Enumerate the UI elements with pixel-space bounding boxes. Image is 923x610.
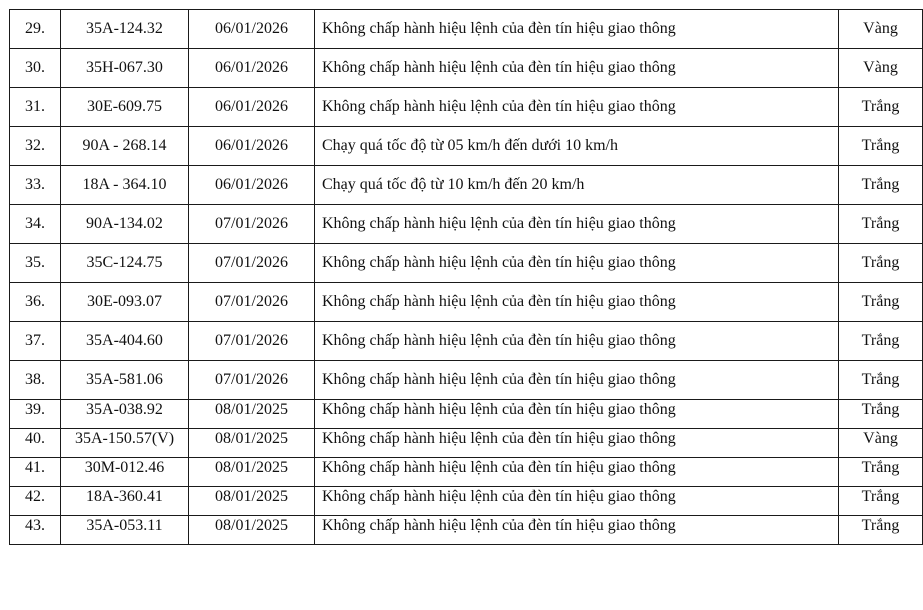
date-text: 07/01/2026 xyxy=(215,332,288,349)
license-plate-cell xyxy=(61,458,189,487)
violation-cell xyxy=(315,400,839,429)
table-row xyxy=(10,205,923,244)
plate-color-cell xyxy=(839,487,923,516)
violation-cell xyxy=(315,88,839,127)
table-row xyxy=(10,127,923,166)
violation-cell xyxy=(315,458,839,487)
date-text: 08/01/2025 xyxy=(215,517,288,534)
plate-color-text: Trắng xyxy=(861,459,900,476)
plate-color-cell xyxy=(839,49,923,88)
table-row xyxy=(10,361,923,400)
date-cell xyxy=(189,88,315,127)
license-plate-cell xyxy=(61,322,189,361)
table-row xyxy=(10,244,923,283)
row-number-text: 39. xyxy=(25,401,45,418)
row-number-cell xyxy=(10,10,61,49)
row-number-cell xyxy=(10,361,61,400)
license-plate-cell xyxy=(61,88,189,127)
row-number-cell xyxy=(10,127,61,166)
date-text: 06/01/2026 xyxy=(215,137,288,154)
violation-cell xyxy=(315,244,839,283)
license-plate-cell xyxy=(61,166,189,205)
violation-text: Không chấp hành hiệu lệnh của đèn tín hiệu giao thông xyxy=(322,401,676,418)
plate-color-text: Trắng xyxy=(861,215,900,232)
license-plate-cell xyxy=(61,487,189,516)
date-cell xyxy=(189,244,315,283)
row-number-cell xyxy=(10,458,61,487)
plate-color-cell xyxy=(839,244,923,283)
violations-table-body xyxy=(10,10,923,545)
plate-color-cell xyxy=(839,458,923,487)
table-row xyxy=(10,429,923,458)
violation-text: Không chấp hành hiệu lệnh của đèn tín hiệu giao thông xyxy=(322,20,676,37)
violation-text: Không chấp hành hiệu lệnh của đèn tín hiệu giao thông xyxy=(322,517,676,534)
plate-color-text: Vàng xyxy=(863,20,898,37)
date-cell xyxy=(189,205,315,244)
row-number-cell xyxy=(10,49,61,88)
violation-cell xyxy=(315,166,839,205)
plate-color-text: Trắng xyxy=(861,517,900,534)
row-number-cell xyxy=(10,283,61,322)
plate-color-text: Vàng xyxy=(863,59,898,76)
date-cell xyxy=(189,10,315,49)
table-row xyxy=(10,49,923,88)
violation-cell xyxy=(315,10,839,49)
plate-color-text: Trắng xyxy=(861,371,900,388)
license-plate-text: 35A-038.92 xyxy=(86,401,163,418)
date-text: 08/01/2025 xyxy=(215,488,288,505)
license-plate-text: 35A-124.32 xyxy=(86,20,163,37)
date-cell xyxy=(189,516,315,545)
violation-text: Không chấp hành hiệu lệnh của đèn tín hiệu giao thông xyxy=(322,254,676,271)
license-plate-text: 30E-609.75 xyxy=(86,98,163,115)
date-text: 07/01/2026 xyxy=(215,254,288,271)
license-plate-cell xyxy=(61,244,189,283)
plate-color-cell xyxy=(839,10,923,49)
date-text: 06/01/2026 xyxy=(215,20,288,37)
violation-cell xyxy=(315,516,839,545)
row-number-cell xyxy=(10,400,61,429)
violation-text: Chạy quá tốc độ từ 10 km/h đến 20 km/h xyxy=(322,176,585,193)
table-row xyxy=(10,166,923,205)
license-plate-text: 35A-053.11 xyxy=(86,517,163,534)
row-number-cell xyxy=(10,88,61,127)
date-cell xyxy=(189,166,315,205)
plate-color-text: Trắng xyxy=(861,401,900,418)
plate-color-text: Trắng xyxy=(861,488,900,505)
violation-text: Không chấp hành hiệu lệnh của đèn tín hiệu giao thông xyxy=(322,98,676,115)
license-plate-text: 18A - 364.10 xyxy=(82,176,167,193)
row-number-cell xyxy=(10,487,61,516)
table-row xyxy=(10,516,923,545)
license-plate-text: 35C-124.75 xyxy=(86,254,163,271)
plate-color-cell xyxy=(839,283,923,322)
license-plate-cell xyxy=(61,49,189,88)
violation-text: Không chấp hành hiệu lệnh của đèn tín hiệu giao thông xyxy=(322,371,676,388)
violation-cell xyxy=(315,127,839,166)
date-cell xyxy=(189,429,315,458)
violations-table xyxy=(9,9,923,545)
plate-color-text: Trắng xyxy=(861,254,900,271)
date-cell xyxy=(189,127,315,166)
date-cell xyxy=(189,49,315,88)
date-text: 08/01/2025 xyxy=(215,459,288,476)
table-row xyxy=(10,322,923,361)
table-row xyxy=(10,10,923,49)
row-number-text: 32. xyxy=(25,137,45,154)
violation-text: Không chấp hành hiệu lệnh của đèn tín hiệu giao thông xyxy=(322,488,676,505)
row-number-cell xyxy=(10,429,61,458)
plate-color-text: Trắng xyxy=(861,176,900,193)
plate-color-cell xyxy=(839,166,923,205)
table-row xyxy=(10,283,923,322)
plate-color-cell xyxy=(839,205,923,244)
plate-color-text: Trắng xyxy=(861,332,900,349)
table-row xyxy=(10,458,923,487)
date-cell xyxy=(189,487,315,516)
violation-text: Chạy quá tốc độ từ 05 km/h đến dưới 10 km/h xyxy=(322,137,618,154)
violation-cell xyxy=(315,322,839,361)
row-number-text: 41. xyxy=(25,459,45,476)
plate-color-text: Trắng xyxy=(861,293,900,310)
violation-cell xyxy=(315,487,839,516)
license-plate-cell xyxy=(61,205,189,244)
plate-color-cell xyxy=(839,400,923,429)
date-text: 08/01/2025 xyxy=(215,401,288,418)
plate-color-text: Trắng xyxy=(861,98,900,115)
license-plate-cell xyxy=(61,361,189,400)
row-number-text: 40. xyxy=(25,430,45,447)
table-row xyxy=(10,487,923,516)
violation-cell xyxy=(315,205,839,244)
license-plate-cell xyxy=(61,429,189,458)
license-plate-text: 30M-012.46 xyxy=(84,459,165,476)
plate-color-cell xyxy=(839,516,923,545)
license-plate-cell xyxy=(61,10,189,49)
license-plate-text: 35H-067.30 xyxy=(86,59,163,76)
violation-text: Không chấp hành hiệu lệnh của đèn tín hiệu giao thông xyxy=(322,59,676,76)
date-text: 06/01/2026 xyxy=(215,59,288,76)
date-cell xyxy=(189,361,315,400)
license-plate-text: 35A-404.60 xyxy=(86,332,163,349)
license-plate-text: 30E-093.07 xyxy=(86,293,163,310)
date-text: 07/01/2026 xyxy=(215,215,288,232)
plate-color-cell xyxy=(839,88,923,127)
violation-text: Không chấp hành hiệu lệnh của đèn tín hiệu giao thông xyxy=(322,293,676,310)
plate-color-cell xyxy=(839,322,923,361)
violation-cell xyxy=(315,49,839,88)
date-text: 08/01/2025 xyxy=(215,430,288,447)
plate-color-text: Vàng xyxy=(863,430,898,447)
row-number-text: 37. xyxy=(25,332,45,349)
date-text: 06/01/2026 xyxy=(215,98,288,115)
row-number-cell xyxy=(10,516,61,545)
license-plate-cell xyxy=(61,283,189,322)
date-text: 07/01/2026 xyxy=(215,371,288,388)
violation-text: Không chấp hành hiệu lệnh của đèn tín hiệu giao thông xyxy=(322,332,676,349)
row-number-cell xyxy=(10,322,61,361)
date-cell xyxy=(189,458,315,487)
violation-cell xyxy=(315,283,839,322)
license-plate-cell xyxy=(61,127,189,166)
table-row xyxy=(10,400,923,429)
plate-color-text: Trắng xyxy=(861,137,900,154)
row-number-text: 31. xyxy=(25,98,45,115)
license-plate-cell xyxy=(61,400,189,429)
row-number-cell xyxy=(10,166,61,205)
license-plate-text: 90A - 268.14 xyxy=(82,137,167,154)
date-text: 06/01/2026 xyxy=(215,176,288,193)
row-number-text: 30. xyxy=(25,59,45,76)
date-cell xyxy=(189,283,315,322)
license-plate-text: 35A-581.06 xyxy=(86,371,163,388)
date-cell xyxy=(189,322,315,361)
license-plate-text: 35A-150.57(V) xyxy=(74,430,175,447)
row-number-text: 33. xyxy=(25,176,45,193)
date-text: 07/01/2026 xyxy=(215,293,288,310)
violation-text: Không chấp hành hiệu lệnh của đèn tín hiệu giao thông xyxy=(322,430,676,447)
row-number-cell xyxy=(10,244,61,283)
row-number-text: 36. xyxy=(25,293,45,310)
violation-cell xyxy=(315,429,839,458)
table-row xyxy=(10,88,923,127)
row-number-text: 42. xyxy=(25,488,45,505)
plate-color-cell xyxy=(839,361,923,400)
row-number-text: 35. xyxy=(25,254,45,271)
license-plate-text: 18A-360.41 xyxy=(86,488,163,505)
violation-text: Không chấp hành hiệu lệnh của đèn tín hiệu giao thông xyxy=(322,459,676,476)
row-number-cell xyxy=(10,205,61,244)
violation-cell xyxy=(315,361,839,400)
license-plate-text: 90A-134.02 xyxy=(86,215,163,232)
license-plate-cell xyxy=(61,516,189,545)
row-number-text: 38. xyxy=(25,371,45,388)
row-number-text: 34. xyxy=(25,215,45,232)
row-number-text: 43. xyxy=(25,517,45,534)
plate-color-cell xyxy=(839,127,923,166)
date-cell xyxy=(189,400,315,429)
row-number-text: 29. xyxy=(25,20,45,37)
plate-color-cell xyxy=(839,429,923,458)
violation-text: Không chấp hành hiệu lệnh của đèn tín hiệu giao thông xyxy=(322,215,676,232)
